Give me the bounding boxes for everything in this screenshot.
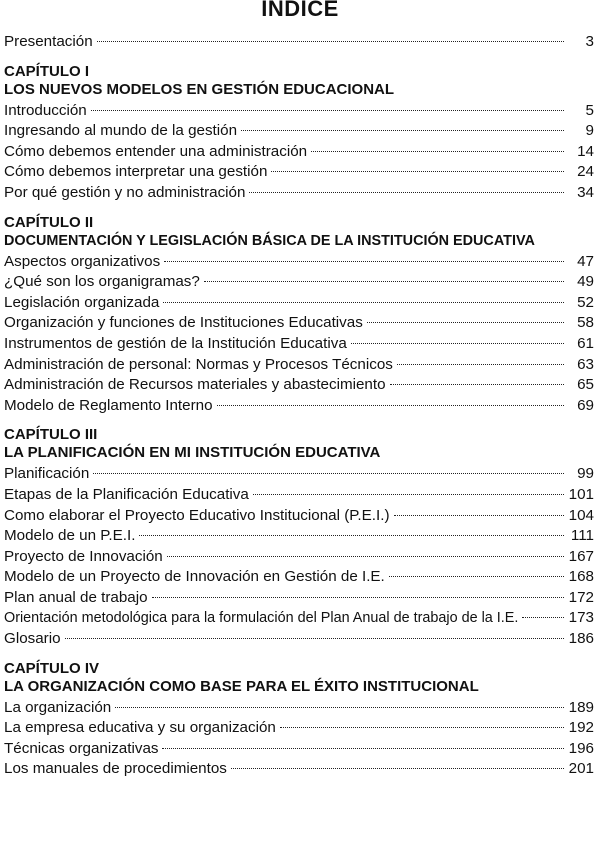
chapter-4 <box>4 660 596 780</box>
toc-entry-label: Orientación metodológica para la formulación del Plan Anual de trabajo de la I.E. <box>4 610 519 627</box>
toc-entry[interactable] <box>4 526 596 547</box>
toc-entry[interactable] <box>4 252 596 273</box>
dot-leader <box>115 707 564 708</box>
dot-leader <box>217 405 564 406</box>
toc-entry-label: Introducción <box>4 101 87 119</box>
toc-entry-label: Administración de personal: Normas y Procesos Técnicos <box>4 355 393 373</box>
toc-entry-page: 58 <box>577 314 594 332</box>
chapter-number: CAPÍTULO I <box>4 62 89 80</box>
toc-entry[interactable] <box>4 629 596 650</box>
chapter-1 <box>4 63 596 204</box>
toc-entry-label: Como elaborar el Proyecto Educativo Institucional (P.E.I.) <box>4 506 390 524</box>
toc-entry[interactable] <box>4 464 596 485</box>
toc-entry-page: 47 <box>577 252 594 270</box>
dot-leader <box>351 343 564 344</box>
chapter-title: LA PLANIFICACIÓN EN MI INSTITUCIÓN EDUCATIVA <box>4 444 381 462</box>
toc-entry-label: Presentación <box>4 33 93 50</box>
toc-entry[interactable] <box>4 739 596 760</box>
dot-leader <box>389 576 564 577</box>
dot-leader <box>139 535 564 536</box>
toc-entry[interactable] <box>4 272 596 293</box>
toc-entry[interactable] <box>4 101 596 122</box>
dot-leader <box>367 322 564 323</box>
toc-entry[interactable] <box>4 506 596 527</box>
toc-entry-label: Los manuales de procedimientos <box>4 760 227 778</box>
toc-entry-label: La organización <box>4 698 112 716</box>
toc-entry[interactable] <box>4 698 596 719</box>
toc-entry-page: 3 <box>585 33 594 50</box>
dot-leader <box>65 638 564 639</box>
toc-entry-page: 186 <box>568 630 594 648</box>
dot-leader <box>249 192 564 193</box>
toc-entry[interactable] <box>4 375 596 396</box>
dot-leader <box>164 261 564 262</box>
dot-leader <box>91 110 564 111</box>
dot-leader <box>241 130 564 131</box>
toc-entry[interactable] <box>4 396 596 417</box>
toc-entry-page: 168 <box>568 568 594 586</box>
toc-entry-page: 111 <box>570 527 594 545</box>
toc-entry-page: 34 <box>577 183 594 201</box>
chapter-number: CAPÍTULO II <box>4 213 94 231</box>
toc-entry-label: Modelo de Reglamento Interno <box>4 396 213 414</box>
dot-leader <box>97 41 564 42</box>
toc-entry-presentacion[interactable] <box>4 32 596 53</box>
dot-leader <box>280 727 564 728</box>
toc-entry-page: 61 <box>577 334 594 352</box>
dot-leader <box>163 302 564 303</box>
dot-leader <box>397 364 564 365</box>
toc-entry-page: 101 <box>568 485 594 503</box>
chapter-title: DOCUMENTACIÓN Y LEGISLACIÓN BÁSICA DE LA INSTITUCIÓN EDUCATIVA <box>4 232 535 249</box>
toc-entry-page: 99 <box>577 465 594 483</box>
toc-entry[interactable] <box>4 759 596 780</box>
toc-entry-page: 65 <box>577 376 594 394</box>
chapter-title: LA ORGANIZACIÓN COMO BASE PARA EL ÉXITO INSTITUCIONAL <box>4 677 479 695</box>
toc-entry-label: Cómo debemos entender una administración <box>4 142 308 160</box>
chapter-number: CAPÍTULO III <box>4 426 98 444</box>
toc-entry[interactable] <box>4 718 596 739</box>
toc-entry-page: 9 <box>585 122 594 140</box>
toc-entry[interactable] <box>4 588 596 609</box>
toc-entry-label: Técnicas organizativas <box>4 739 159 757</box>
toc-entry-label: Ingresando al mundo de la gestión <box>4 122 238 140</box>
dot-leader <box>152 597 564 598</box>
toc-entry-page: 196 <box>568 739 594 757</box>
toc-entry-page: 63 <box>577 355 594 373</box>
toc-entry[interactable] <box>4 334 596 355</box>
toc-entry-page: 167 <box>568 547 594 565</box>
dot-leader <box>162 748 564 749</box>
toc-entry-page: 189 <box>568 698 594 716</box>
toc-entry-page: 52 <box>577 293 594 311</box>
page-title: INDICE <box>261 0 339 18</box>
toc-entry[interactable] <box>4 567 596 588</box>
toc-entry-label: Planificación <box>4 465 90 483</box>
toc-entry[interactable] <box>4 485 596 506</box>
dot-leader <box>231 768 564 769</box>
dot-leader <box>167 556 564 557</box>
toc-entry[interactable] <box>4 121 596 142</box>
toc-entry[interactable] <box>4 142 596 163</box>
toc-entry-label: Instrumentos de gestión de la Institución Educativa <box>4 334 347 352</box>
toc-entry-label: La empresa educativa y su organización <box>4 719 276 737</box>
toc-entry-label: Legislación organizada <box>4 293 160 311</box>
dot-leader <box>93 473 564 474</box>
toc-entry-label: Organización y funciones de Instituciones Educativas <box>4 314 363 332</box>
toc-entry-page: 14 <box>577 142 594 160</box>
dot-leader <box>390 384 564 385</box>
toc-entry-label: Modelo de un P.E.I. <box>4 527 136 545</box>
toc-entry[interactable] <box>4 608 596 629</box>
toc-entry-label: Glosario <box>4 630 61 648</box>
toc-entry-page: 5 <box>585 101 594 119</box>
toc-entry-page: 201 <box>568 760 594 778</box>
chapter-title: LOS NUEVOS MODELOS EN GESTIÓN EDUCACIONAL <box>4 80 395 98</box>
toc-entry-label: Modelo de un Proyecto de Innovación en Gestión de I.E. <box>4 568 385 586</box>
toc-entry[interactable] <box>4 313 596 334</box>
toc-entry[interactable] <box>4 162 596 183</box>
toc-entry-page: 172 <box>568 588 594 606</box>
toc-entry-page: 173 <box>568 609 594 627</box>
toc-entry-page: 104 <box>568 506 594 524</box>
toc-entry[interactable] <box>4 183 596 204</box>
toc-entry-label: Aspectos organizativos <box>4 252 161 270</box>
toc-entry-label: Por qué gestión y no administración <box>4 183 246 201</box>
chapter-number: CAPÍTULO IV <box>4 659 100 677</box>
toc-entry[interactable] <box>4 355 596 376</box>
toc-entry-label: Etapas de la Planificación Educativa <box>4 485 249 503</box>
toc-entry-page: 24 <box>577 163 594 181</box>
toc-entry-page: 49 <box>577 273 594 291</box>
toc-entry-page: 69 <box>577 396 594 414</box>
toc-entry-label: Proyecto de Innovación <box>4 547 163 565</box>
toc-entry[interactable] <box>4 293 596 314</box>
dot-leader <box>522 617 564 618</box>
dot-leader <box>394 515 565 516</box>
chapter-2 <box>4 214 596 417</box>
toc-entry-page: 192 <box>568 719 594 737</box>
dot-leader <box>271 171 564 172</box>
toc-entry-label: Plan anual de trabajo <box>4 588 148 606</box>
dot-leader <box>253 494 564 495</box>
toc-entry-label: ¿Qué son los organigramas? <box>4 273 200 291</box>
dot-leader <box>311 151 564 152</box>
toc-entry[interactable] <box>4 547 596 568</box>
toc-entry-label: Administración de Recursos materiales y abastecimiento <box>4 376 386 394</box>
toc-entry-label: Cómo debemos interpretar una gestión <box>4 163 268 181</box>
chapter-3 <box>4 426 596 649</box>
dot-leader <box>204 281 564 282</box>
